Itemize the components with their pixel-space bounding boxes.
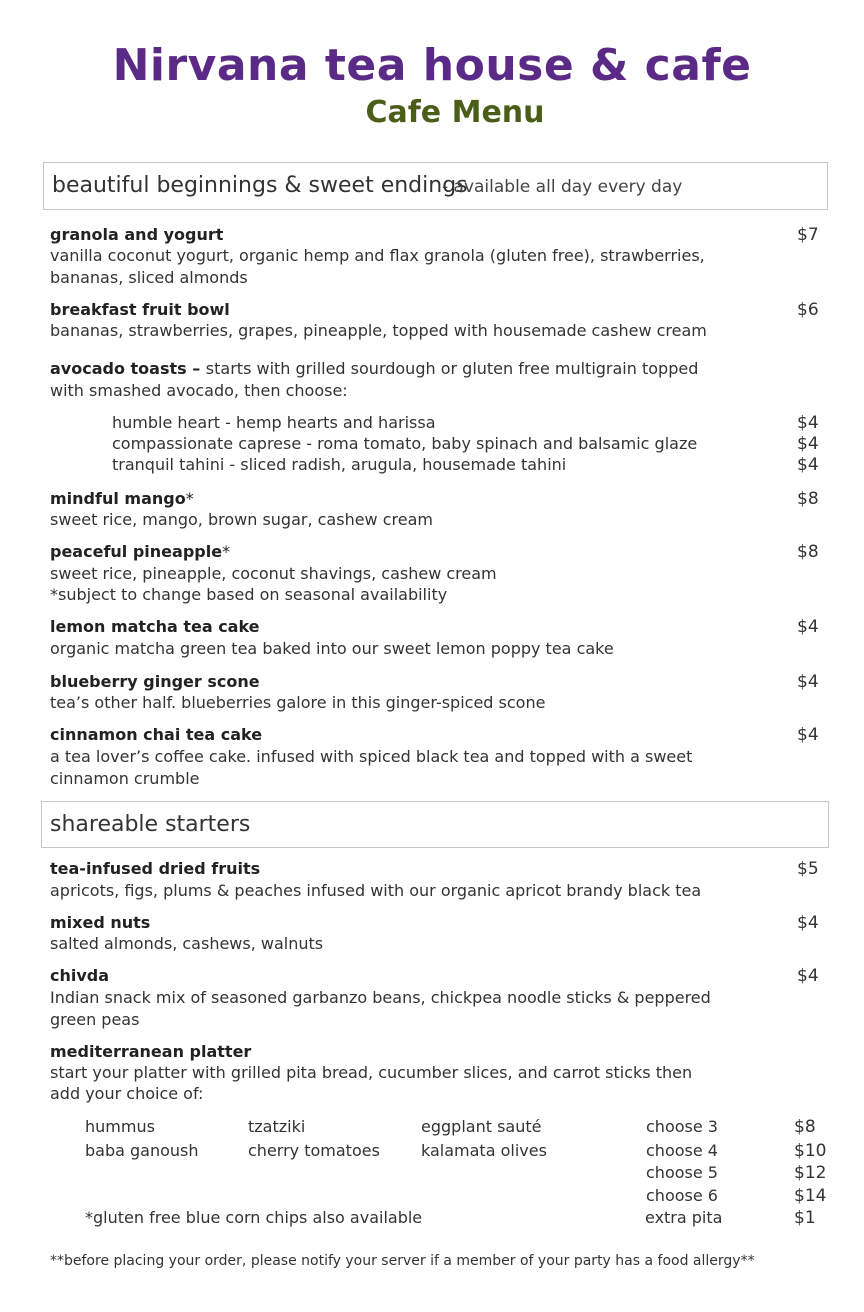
- item-description: Indian snack mix of seasoned garbanzo beans, chickpea noodle sticks & peppered: [50, 988, 711, 1007]
- item-description: with smashed avocado, then choose:: [50, 381, 348, 400]
- item-price: $8: [797, 542, 819, 562]
- item-name: cinnamon chai tea cake: [50, 725, 263, 744]
- menu-subtitle: Cafe Menu: [365, 95, 545, 130]
- item-description: a tea lover’s coffee cake. infused with spiced black tea and topped with a sweet: [50, 747, 693, 766]
- item-description: vanilla coconut yogurt, organic hemp and flax granola (gluten free), strawberries,: [50, 246, 705, 265]
- item-description: add your choice of:: [50, 1084, 204, 1103]
- platter-option: hummus: [85, 1117, 155, 1136]
- item-price: $7: [797, 225, 819, 245]
- item-price: $8: [797, 489, 819, 509]
- item-name: tea-infused dried fruits: [50, 859, 261, 878]
- platter-choice-label: choose 5: [646, 1163, 718, 1182]
- item-description: bananas, strawberries, grapes, pineapple, topped with housemade cashew cream: [50, 321, 707, 340]
- allergy-note: **before placing your order, please notify your server if a member of your party has a food allergy**: [50, 1253, 755, 1269]
- item-price: $4: [797, 966, 819, 986]
- item-price: $4: [797, 725, 819, 745]
- item-description: bananas, sliced almonds: [50, 268, 248, 287]
- platter-note: *gluten free blue corn chips also available: [85, 1208, 423, 1227]
- platter-choice-price: $12: [794, 1163, 827, 1183]
- item-name: peaceful pineapple*: [50, 542, 231, 561]
- option-price: $4: [797, 413, 819, 433]
- platter-option: cherry tomatoes: [248, 1141, 380, 1160]
- item-description: green peas: [50, 1010, 140, 1029]
- item-name: breakfast fruit bowl: [50, 300, 230, 319]
- item-description: salted almonds, cashews, walnuts: [50, 934, 324, 953]
- platter-choice-price: $8: [794, 1117, 816, 1137]
- item-name: chivda: [50, 966, 110, 985]
- item-footnote: *subject to change based on seasonal availability: [50, 585, 448, 604]
- item-name: mixed nuts: [50, 913, 151, 932]
- option-price: $4: [797, 434, 819, 454]
- option-price: $4: [797, 455, 819, 475]
- item-description: apricots, figs, plums & peaches infused with our organic apricot brandy black tea: [50, 881, 702, 900]
- item-name: avocado toasts – starts with grilled sourdough or gluten free multigrain topped: [50, 359, 699, 378]
- platter-option: eggplant sauté: [421, 1117, 542, 1136]
- item-description: organic matcha green tea baked into our sweet lemon poppy tea cake: [50, 639, 614, 658]
- platter-choice-label: extra pita: [645, 1208, 723, 1227]
- item-description: sweet rice, mango, brown sugar, cashew cream: [50, 510, 433, 529]
- item-price: $4: [797, 672, 819, 692]
- option-label: compassionate caprese - roma tomato, baby spinach and balsamic glaze: [112, 434, 698, 453]
- item-name: mediterranean platter: [50, 1042, 252, 1061]
- item-description: start your platter with grilled pita bread, cucumber slices, and carrot sticks then: [50, 1063, 693, 1082]
- section-title: beautiful beginnings & sweet endings: [52, 173, 468, 198]
- option-label: tranquil tahini - sliced radish, arugula, housemade tahini: [112, 455, 567, 474]
- section-title: shareable starters: [50, 812, 251, 837]
- item-name: mindful mango*: [50, 489, 194, 508]
- platter-choice-label: choose 3: [646, 1117, 718, 1136]
- section-note: - available all day every day: [442, 177, 683, 197]
- platter-option: tzatziki: [248, 1117, 306, 1136]
- item-name: lemon matcha tea cake: [50, 617, 260, 636]
- platter-choice-price: $14: [794, 1186, 827, 1206]
- item-price: $4: [797, 913, 819, 933]
- platter-choice-label: choose 6: [646, 1186, 718, 1205]
- item-description: tea’s other half. blueberries galore in this ginger-spiced scone: [50, 693, 546, 712]
- section-header-beginnings: [43, 162, 828, 210]
- platter-option: baba ganoush: [85, 1141, 199, 1160]
- option-label: humble heart - hemp hearts and harissa: [112, 413, 436, 432]
- item-price: $6: [797, 300, 819, 320]
- platter-option: kalamata olives: [421, 1141, 547, 1160]
- section-header-starters: [41, 801, 829, 848]
- item-price: $5: [797, 859, 819, 879]
- item-name: granola and yogurt: [50, 225, 224, 244]
- item-name: blueberry ginger scone: [50, 672, 260, 691]
- item-description: cinnamon crumble: [50, 769, 200, 788]
- item-price: $4: [797, 617, 819, 637]
- item-description: sweet rice, pineapple, coconut shavings, cashew cream: [50, 564, 497, 583]
- platter-choice-label: choose 4: [646, 1141, 718, 1160]
- platter-choice-price: $10: [794, 1141, 827, 1161]
- page-title: Nirvana tea house & cafe: [112, 40, 752, 91]
- platter-choice-price: $1: [794, 1208, 816, 1228]
